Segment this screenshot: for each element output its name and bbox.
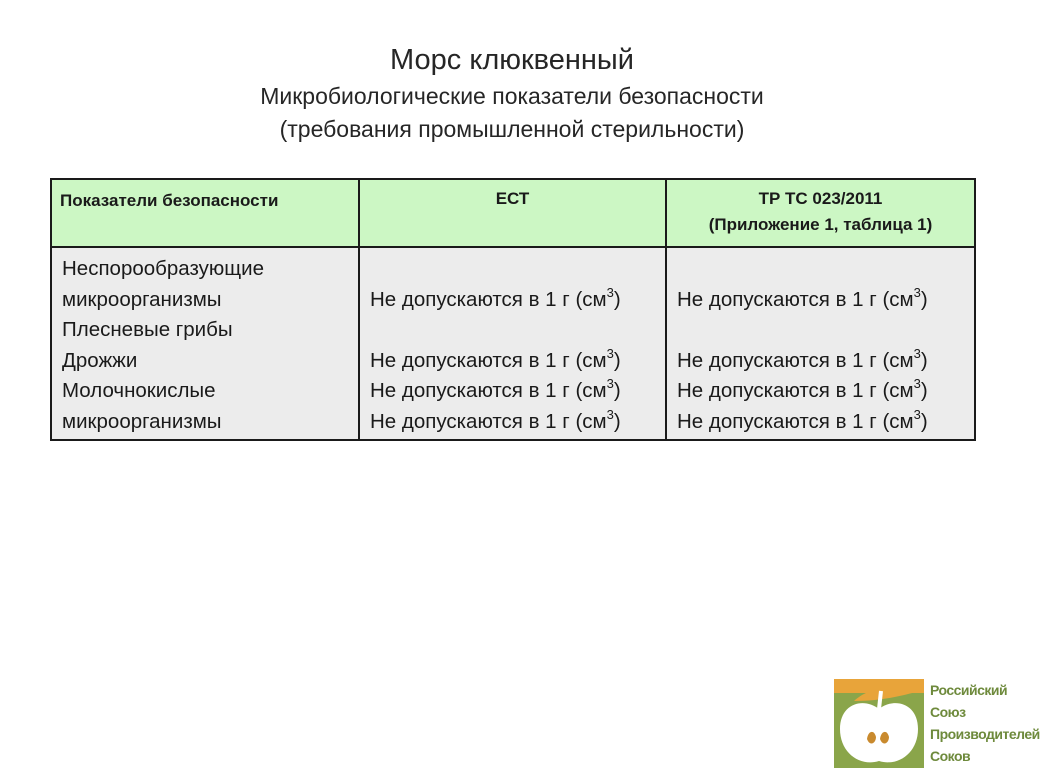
est-value: Не допускаются в 1 г $(см^3)$ [370, 376, 621, 402]
logo-text [930, 679, 1040, 767]
rspc-logo [834, 679, 1040, 768]
table-header-row [51, 179, 975, 247]
header-indicator: Показатели безопасности [51, 179, 359, 247]
header-tr-ts-line1: ТР ТС 023/2011 [758, 189, 883, 208]
est-value: Не допускаются в 1 г $(см^3)$ [370, 345, 621, 372]
header-est: ЕСТ [359, 179, 666, 247]
safety-indicators-table [50, 178, 974, 441]
tr-ts-value: Не допускаются в 1 г $(см^3)$ [677, 284, 928, 311]
logo-text-line: Производителей [930, 726, 1040, 742]
slide-title: Морс клюквенный [390, 44, 634, 76]
indicator-line: Дрожжи [62, 348, 138, 372]
indicator-line: Неспорообразующие [62, 257, 264, 280]
logo-text-line: Российский [930, 682, 1008, 698]
tr-ts-value: Не допускаются в 1 г $(см^3)$ [677, 406, 928, 433]
logo-text-line: Соков [930, 748, 971, 764]
est-cell [359, 247, 666, 440]
est-value: Не допускаются в 1 г $(см^3)$ [370, 406, 621, 433]
tr-ts-cell [666, 247, 975, 440]
tr-ts-value: Не допускаются в 1 г $(см^3)$ [677, 376, 928, 402]
slide-subtitle-note: (требования промышленной стерильности) [279, 116, 745, 142]
indicator-line: микроорганизмы [62, 287, 222, 311]
slide-title-block [0, 40, 1024, 146]
tr-ts-value: Не допускаются в 1 г $(см^3)$ [677, 345, 928, 372]
est-value: Не допускаются в 1 г $(см^3)$ [370, 284, 621, 311]
indicator-line: Молочнокислые [62, 379, 216, 402]
indicator-line: Плесневые грибы [62, 318, 233, 341]
logo-text-line: Союз [930, 704, 966, 720]
header-tr-ts [666, 179, 975, 247]
indicator-cell [51, 247, 359, 440]
indicator-line: микроорганизмы [62, 409, 222, 433]
slide-subtitle: Микробиологические показатели безопасности [260, 83, 764, 109]
header-tr-ts-line2: (Приложение 1, таблица 1) [708, 215, 933, 234]
apple-logo-icon [834, 679, 924, 768]
table-row [51, 247, 975, 440]
